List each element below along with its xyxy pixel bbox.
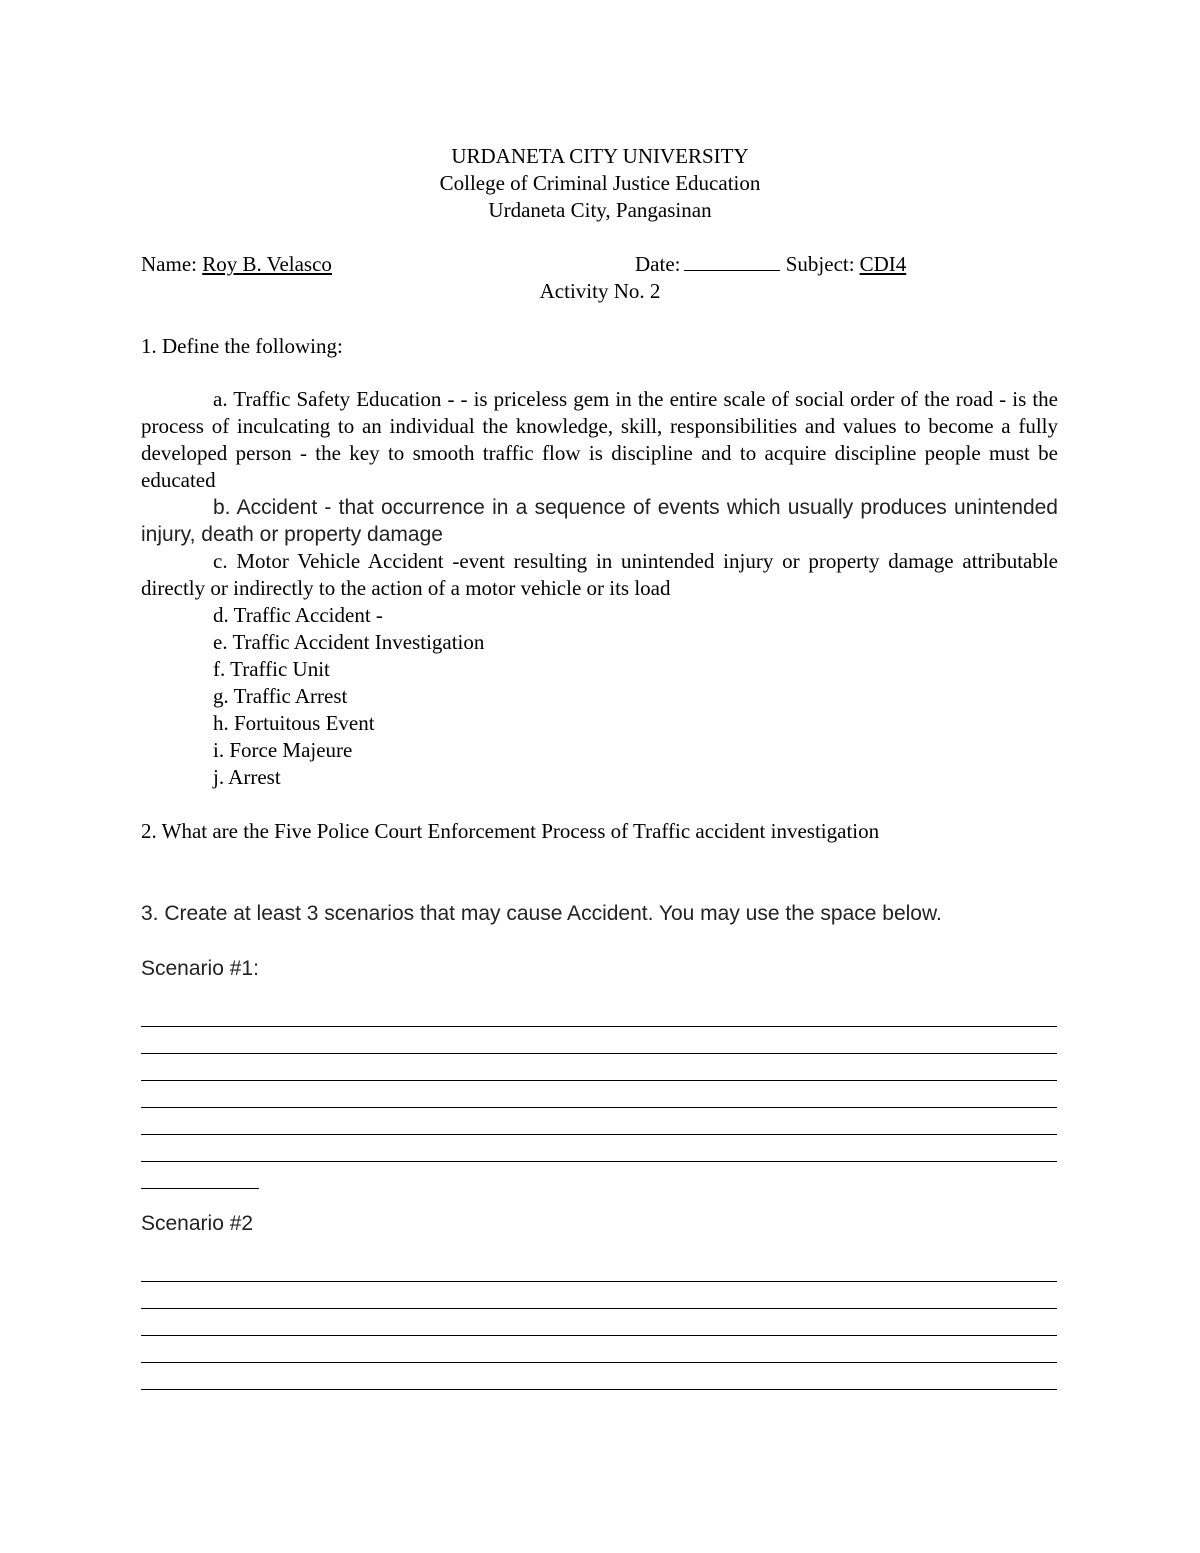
name-label: Name: — [141, 252, 197, 276]
answer-line[interactable] — [141, 1335, 1057, 1336]
scenario-2-label: Scenario #2 — [141, 1212, 254, 1235]
university-location: Urdaneta City, Pangasinan — [488, 198, 712, 222]
definition-item: h. Fortuitous Event — [213, 711, 375, 735]
question-3-prompt: 3. Create at least 3 scenarios that may cause Accident. You may use the space below. — [141, 902, 942, 925]
university-title: URDANETA CITY UNIVERSITY — [451, 144, 749, 168]
answer-line[interactable] — [141, 1389, 1057, 1390]
answer-line[interactable] — [141, 1161, 1057, 1162]
name-value: Roy B. Velasco — [202, 252, 332, 276]
definition-item: g. Traffic Arrest — [213, 684, 348, 708]
answer-line[interactable] — [141, 1080, 1057, 1081]
answer-line[interactable] — [141, 1281, 1057, 1282]
definition-c — [141, 548, 1058, 602]
definition-b-text: b. Accident - that occurrence in a sequence of events which usually produces unintended injury, death or property damage — [141, 496, 1058, 546]
subject-label: Subject: — [785, 252, 855, 276]
definition-c-text: c. Motor Vehicle Accident -event resulting in unintended injury or property damage attributable directly or indirectly to the action of a motor vehicle or its load — [141, 549, 1058, 600]
college-name: College of Criminal Justice Education — [439, 171, 761, 195]
definition-item: e. Traffic Accident Investigation — [213, 630, 485, 654]
scenario-1-label: Scenario #1: — [141, 957, 259, 980]
subject-value: CDI4 — [859, 252, 907, 276]
definition-a — [141, 386, 1058, 494]
answer-line[interactable] — [141, 1308, 1057, 1309]
activity-title: Activity No. 2 — [539, 279, 661, 303]
date-label: Date: — [635, 252, 681, 276]
definition-item: j. Arrest — [213, 765, 281, 789]
question-2-prompt: 2. What are the Five Police Court Enforcement Process of Traffic accident investigation — [141, 819, 880, 843]
definition-b — [141, 494, 1058, 548]
definition-a-text: a. Traffic Safety Education - - is priceless gem in the entire scale of social order of the road - is the process of inculcating to an individual the knowledge, skill, responsibilities and values to become a fully developed person - the key to smooth traffic flow is discipline and to acquire discipline people must be educated — [141, 387, 1058, 492]
date-blank — [684, 251, 780, 271]
answer-line[interactable] — [141, 1107, 1057, 1108]
answer-line[interactable] — [141, 1362, 1057, 1363]
definition-item: i. Force Majeure — [213, 738, 353, 762]
answer-line[interactable] — [141, 1053, 1057, 1054]
answer-line[interactable] — [141, 1134, 1057, 1135]
question-1-prompt: 1. Define the following: — [141, 334, 343, 358]
answer-line[interactable] — [141, 1026, 1057, 1027]
name-field — [141, 251, 332, 278]
answer-line[interactable] — [141, 1188, 259, 1189]
date-subject-field — [635, 251, 906, 278]
definition-item: d. Traffic Accident - — [213, 603, 383, 627]
definition-item: f. Traffic Unit — [213, 657, 330, 681]
